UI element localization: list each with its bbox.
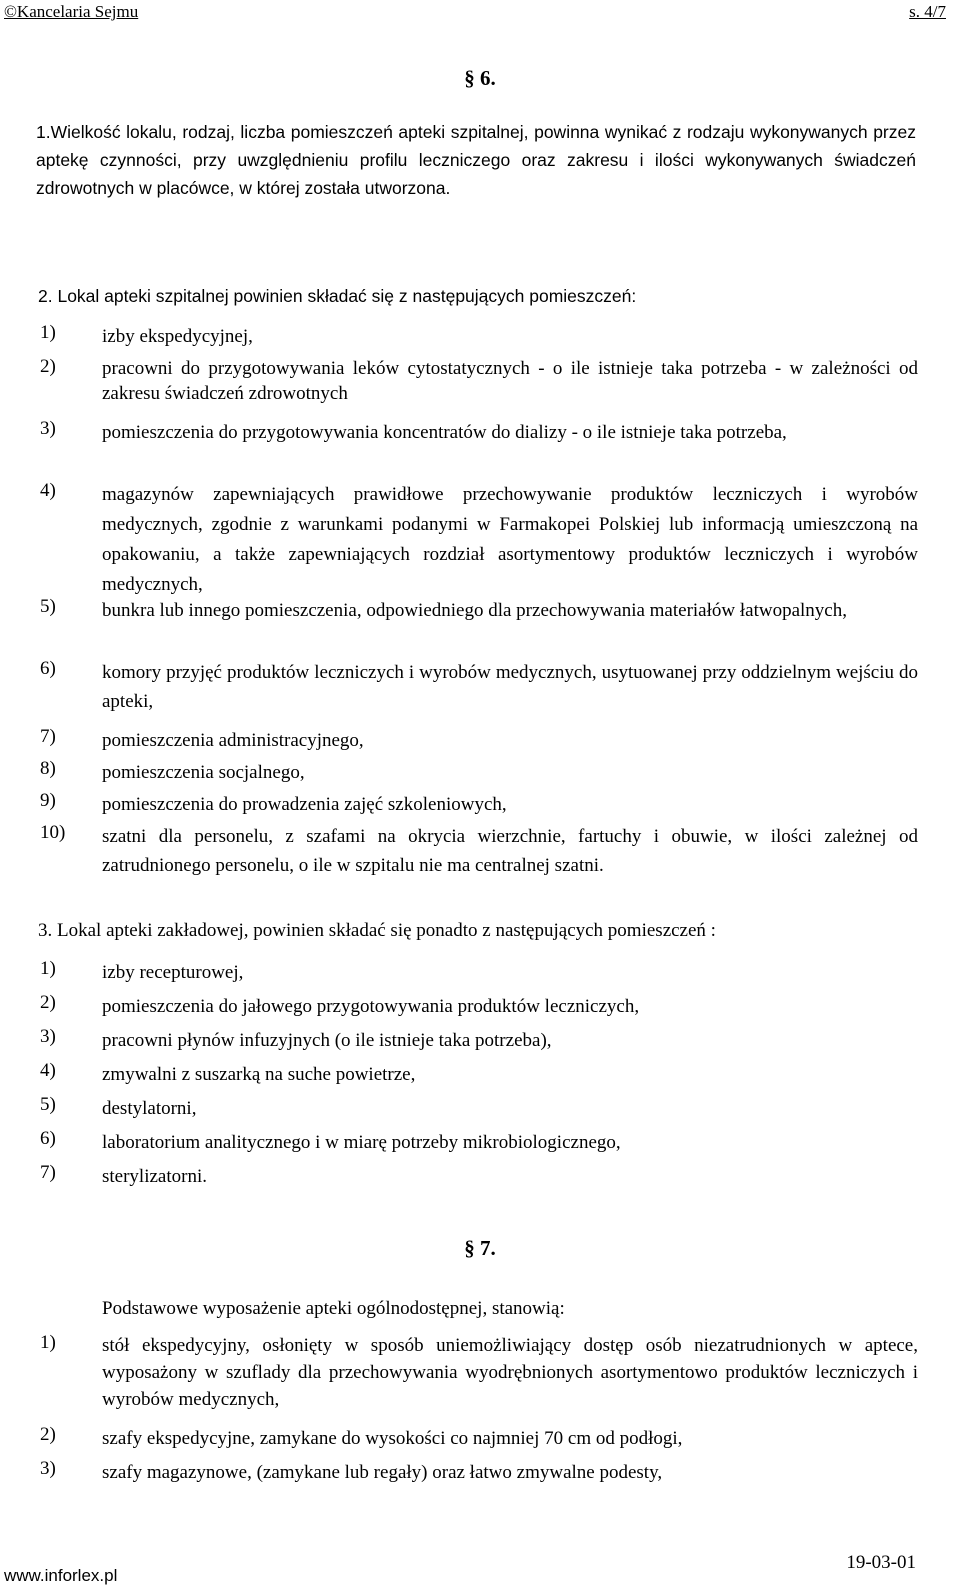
list-item-number: 5)	[40, 596, 56, 617]
list-item-number: 3)	[40, 1458, 56, 1479]
list-item-text: komory przyjęć produktów leczniczych i wyrobów medycznych, usytuowanej przy oddzielnym wejściu do apteki,	[102, 662, 918, 712]
list-item	[40, 992, 920, 1021]
list-item	[40, 1128, 920, 1157]
section-6-paragraph-3-lead: 3. Lokal apteki zakładowej, powinien składać się ponadto z następujących pomieszczeń :	[38, 920, 716, 941]
list-item-number: 6)	[40, 1128, 56, 1149]
list-item	[40, 658, 920, 716]
list-item-number: 3)	[40, 418, 56, 439]
list-item-text: zmywalni z suszarką na suche powietrze,	[102, 1064, 416, 1085]
list-item-number: 1)	[40, 1332, 56, 1353]
header-copyright: ©Kancelaria Sejmu	[4, 2, 139, 21]
list-item-number: 2)	[40, 356, 56, 377]
list-item	[40, 1458, 920, 1487]
list-item-text: stół ekspedycyjny, osłonięty w sposób uniemożliwiający dostęp osób niezatrudnionych w aptece, wyposażony w szuflady dla przechowywania wyodrębnionych asortymentowo produktów leczniczych i wyrobów medycznych,	[102, 1335, 918, 1410]
list-item-number: 7)	[40, 1162, 56, 1183]
list-item-text: izby recepturowej,	[102, 962, 244, 983]
list-item-text: destylatorni,	[102, 1098, 197, 1119]
list-item-number: 4)	[40, 480, 56, 501]
list-item-number: 7)	[40, 726, 56, 747]
list-item	[40, 1026, 920, 1055]
list-item-text: pomieszczenia do jałowego przygotowywania produktów leczniczych,	[102, 996, 640, 1017]
list-item-text: magazynów zapewniających prawidłowe przechowywanie produktów leczniczych i wyrobów medycznych, zgodnie z warunkami podanymi w Farmakopei Polskiej lub informacją umieszczoną na opakowaniu, a także zapewniających rozdział asortymentowy produktów leczniczych i wyrobów medycznych,	[102, 484, 918, 595]
list-item-text: pracowni do przygotowywania leków cytostatycznych - o ile istnieje taka potrzeba - w zależności od zakresu świadczeń zdrowotnych	[102, 358, 918, 404]
list-item-number: 5)	[40, 1094, 56, 1115]
list-item-text: sterylizatorni.	[102, 1166, 207, 1187]
list-item-number: 1)	[40, 322, 56, 343]
list-item	[40, 1424, 920, 1453]
list-item-text: izby ekspedycyjnej,	[102, 326, 253, 347]
list-item-number: 4)	[40, 1060, 56, 1081]
list-item-number: 2)	[40, 1424, 56, 1445]
list-item	[40, 1162, 920, 1191]
list-item	[40, 1060, 920, 1089]
list-item-text: pomieszczenia do przygotowywania koncentratów do dializy - o ile istnieje taka potrzeba,	[102, 422, 787, 443]
list-item-text: szafy ekspedycyjne, zamykane do wysokości co najmniej 70 cm od podłogi,	[102, 1428, 683, 1449]
list-item	[40, 1332, 920, 1413]
section-6-heading: § 6.	[464, 66, 496, 90]
list-item	[40, 356, 920, 406]
list-item	[40, 790, 920, 819]
list-item-text: szafy magazynowe, (zamykane lub regały) oraz łatwo zmywalne podesty,	[102, 1462, 663, 1483]
list-item-number: 9)	[40, 790, 56, 811]
section-7-heading: § 7.	[464, 1236, 496, 1260]
list-item-number: 6)	[40, 658, 56, 679]
list-item	[40, 418, 920, 447]
list-item	[40, 596, 920, 625]
list-item-text: pracowni płynów infuzyjnych (o ile istnieje taka potrzeba),	[102, 1030, 552, 1051]
section-7-lead: Podstawowe wyposażenie apteki ogólnodostępnej, stanowią:	[102, 1298, 565, 1319]
list-item	[40, 1094, 920, 1123]
list-item	[40, 958, 920, 987]
list-item-number: 3)	[40, 1026, 56, 1047]
footer-url-link[interactable]: www.inforlex.pl	[4, 1566, 118, 1585]
list-item	[40, 822, 920, 880]
section-6-paragraph-1: 1.Wielkość lokalu, rodzaj, liczba pomieszczeń apteki szpitalnej, powinna wynikać z rodzaju wykonywanych przez aptekę czynności, przy uwzględnieniu profilu leczniczego oraz zakresu i ilości wykonywanych świadczeń zdrowotnych w placówce, w której została utworzona.	[36, 122, 916, 198]
list-item	[40, 726, 920, 755]
footer-date: 19-03-01	[846, 1552, 916, 1573]
list-item	[40, 480, 920, 600]
list-item-text: bunkra lub innego pomieszczenia, odpowiedniego dla przechowywania materiałów łatwopalnych,	[102, 600, 847, 621]
section-6-paragraph-2-lead: 2. Lokal apteki szpitalnej powinien składać się z następujących pomieszczeń:	[38, 286, 637, 306]
list-item-text: pomieszczenia administracyjnego,	[102, 730, 364, 751]
list-item-number: 10)	[40, 822, 66, 843]
list-item-text: szatni dla personelu, z szafami na okrycia wierzchnie, fartuchy i obuwie, w ilości zależnej od zatrudnionego personelu, o ile w szpitalu nie ma centralnej szatni.	[102, 826, 918, 876]
list-item	[40, 322, 920, 351]
list-item-text: pomieszczenia do prowadzenia zajęć szkoleniowych,	[102, 794, 507, 815]
list-item-number: 1)	[40, 958, 56, 979]
list-item-number: 2)	[40, 992, 56, 1013]
list-item	[40, 758, 920, 787]
list-item-number: 8)	[40, 758, 56, 779]
list-item-text: pomieszczenia socjalnego,	[102, 762, 305, 783]
list-item-text: laboratorium analitycznego i w miarę potrzeby mikrobiologicznego,	[102, 1132, 621, 1153]
header-page-number: s. 4/7	[909, 2, 946, 21]
